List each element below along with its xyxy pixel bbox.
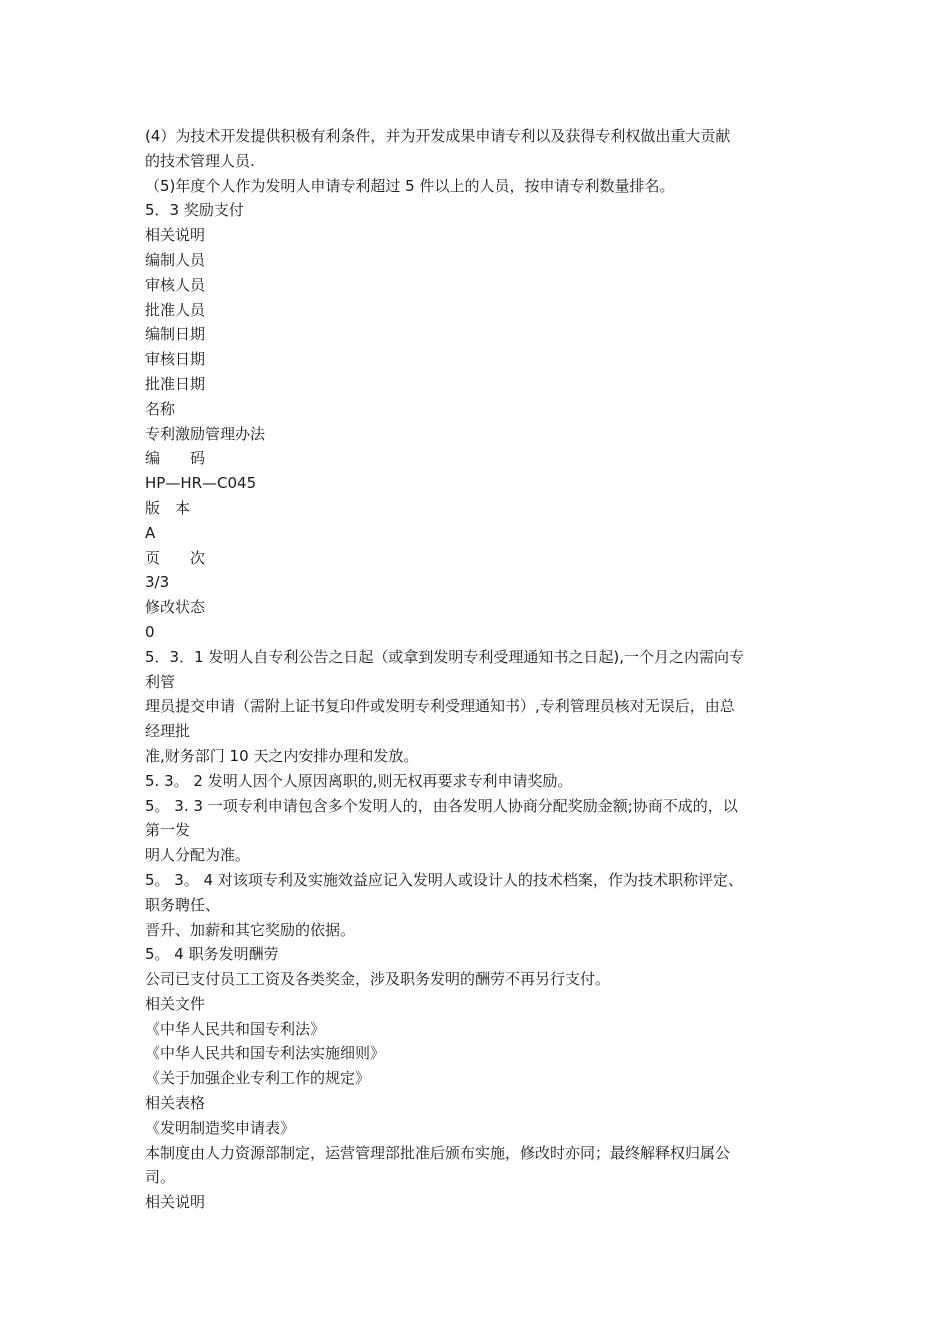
text-line: 审核日期	[145, 350, 206, 369]
text-line: 编制人员	[145, 250, 206, 269]
text-line: 第一发	[145, 821, 191, 840]
text-line: 明人分配为准。	[145, 846, 251, 865]
text-line: 批准日期	[145, 374, 206, 393]
text-line: 5. 3。 2 发明人因个人原因离职的,则无权再要求专利申请奖励。	[145, 771, 573, 790]
document-body	[145, 124, 825, 1215]
text-line: 的技术管理人员.	[145, 151, 255, 170]
document-code: HP—HR—C045	[145, 474, 257, 493]
text-line: 5。 3. 3 一项专利申请包含多个发明人的，由各发明人协商分配奖励金额;协商不成的，以	[145, 796, 738, 815]
section-heading: 5。 4 职务发明酬劳	[145, 945, 279, 964]
text-line: 相关文件	[145, 994, 206, 1013]
text-line: 页 次	[145, 548, 206, 567]
version-value: A	[145, 523, 156, 542]
page-number: 3/3	[145, 573, 170, 592]
text-line: 5．3．1 发明人自专利公告之日起（或拿到发明专利受理通知书之日起),一个月之内需向专	[145, 647, 745, 666]
text-line: 本制度由人力资源部制定，运营管理部批准后颁布实施，修改时亦同；最终解释权归属公	[145, 1143, 731, 1162]
text-line: 编 码	[145, 449, 206, 468]
text-line: 相关说明	[145, 1193, 206, 1212]
text-line: 职务聘任、	[145, 895, 221, 914]
text-line: 名称	[145, 399, 176, 418]
text-line: 经理批	[145, 722, 191, 741]
text-line: 理员提交申请（需附上证书复印件或发明专利受理通知书）,专利管理员核对无误后，由总	[145, 697, 735, 716]
text-line: 公司已支付员工工资及各类奖金，涉及职务发明的酬劳不再另行支付。	[145, 970, 611, 989]
reference-item: 《关于加强企业专利工作的规定》	[145, 1069, 371, 1088]
text-line: 晋升、加薪和其它奖励的依据。	[145, 920, 356, 939]
reference-item: 《发明制造奖申请表》	[145, 1118, 296, 1137]
reference-item: 《中华人民共和国专利法》	[145, 1019, 326, 1038]
reference-item: 《中华人民共和国专利法实施细则》	[145, 1044, 386, 1063]
text-line: 司。	[145, 1168, 176, 1187]
text-line: （5)年度个人作为发明人申请专利超过 5 件以上的人员，按申请专利数量排名。	[145, 176, 675, 195]
text-line: 相关表格	[145, 1094, 206, 1113]
text-line: 审核人员	[145, 275, 206, 294]
section-heading: 5．3 奖励支付	[145, 201, 244, 220]
revision-value: 0	[145, 622, 155, 641]
text-line: 修改状态	[145, 598, 206, 617]
text-line: 相关说明	[145, 226, 206, 245]
text-line: 编制日期	[145, 325, 206, 344]
text-line: 批准人员	[145, 300, 206, 319]
text-line: (4）为技术开发提供积极有利条件，并为开发成果申请专利以及获得专利权做出重大贡献	[145, 127, 731, 145]
text-line: 5。 3。 4 对该项专利及实施效益应记入发明人或设计人的技术档案，作为技术职称评定、	[145, 870, 743, 889]
document-title: 专利激励管理办法	[145, 424, 266, 443]
text-line: 准,财务部门 10 天之内安排办理和发放。	[145, 746, 419, 765]
text-line: 利管	[145, 672, 176, 691]
text-line: 版 本	[145, 498, 191, 517]
